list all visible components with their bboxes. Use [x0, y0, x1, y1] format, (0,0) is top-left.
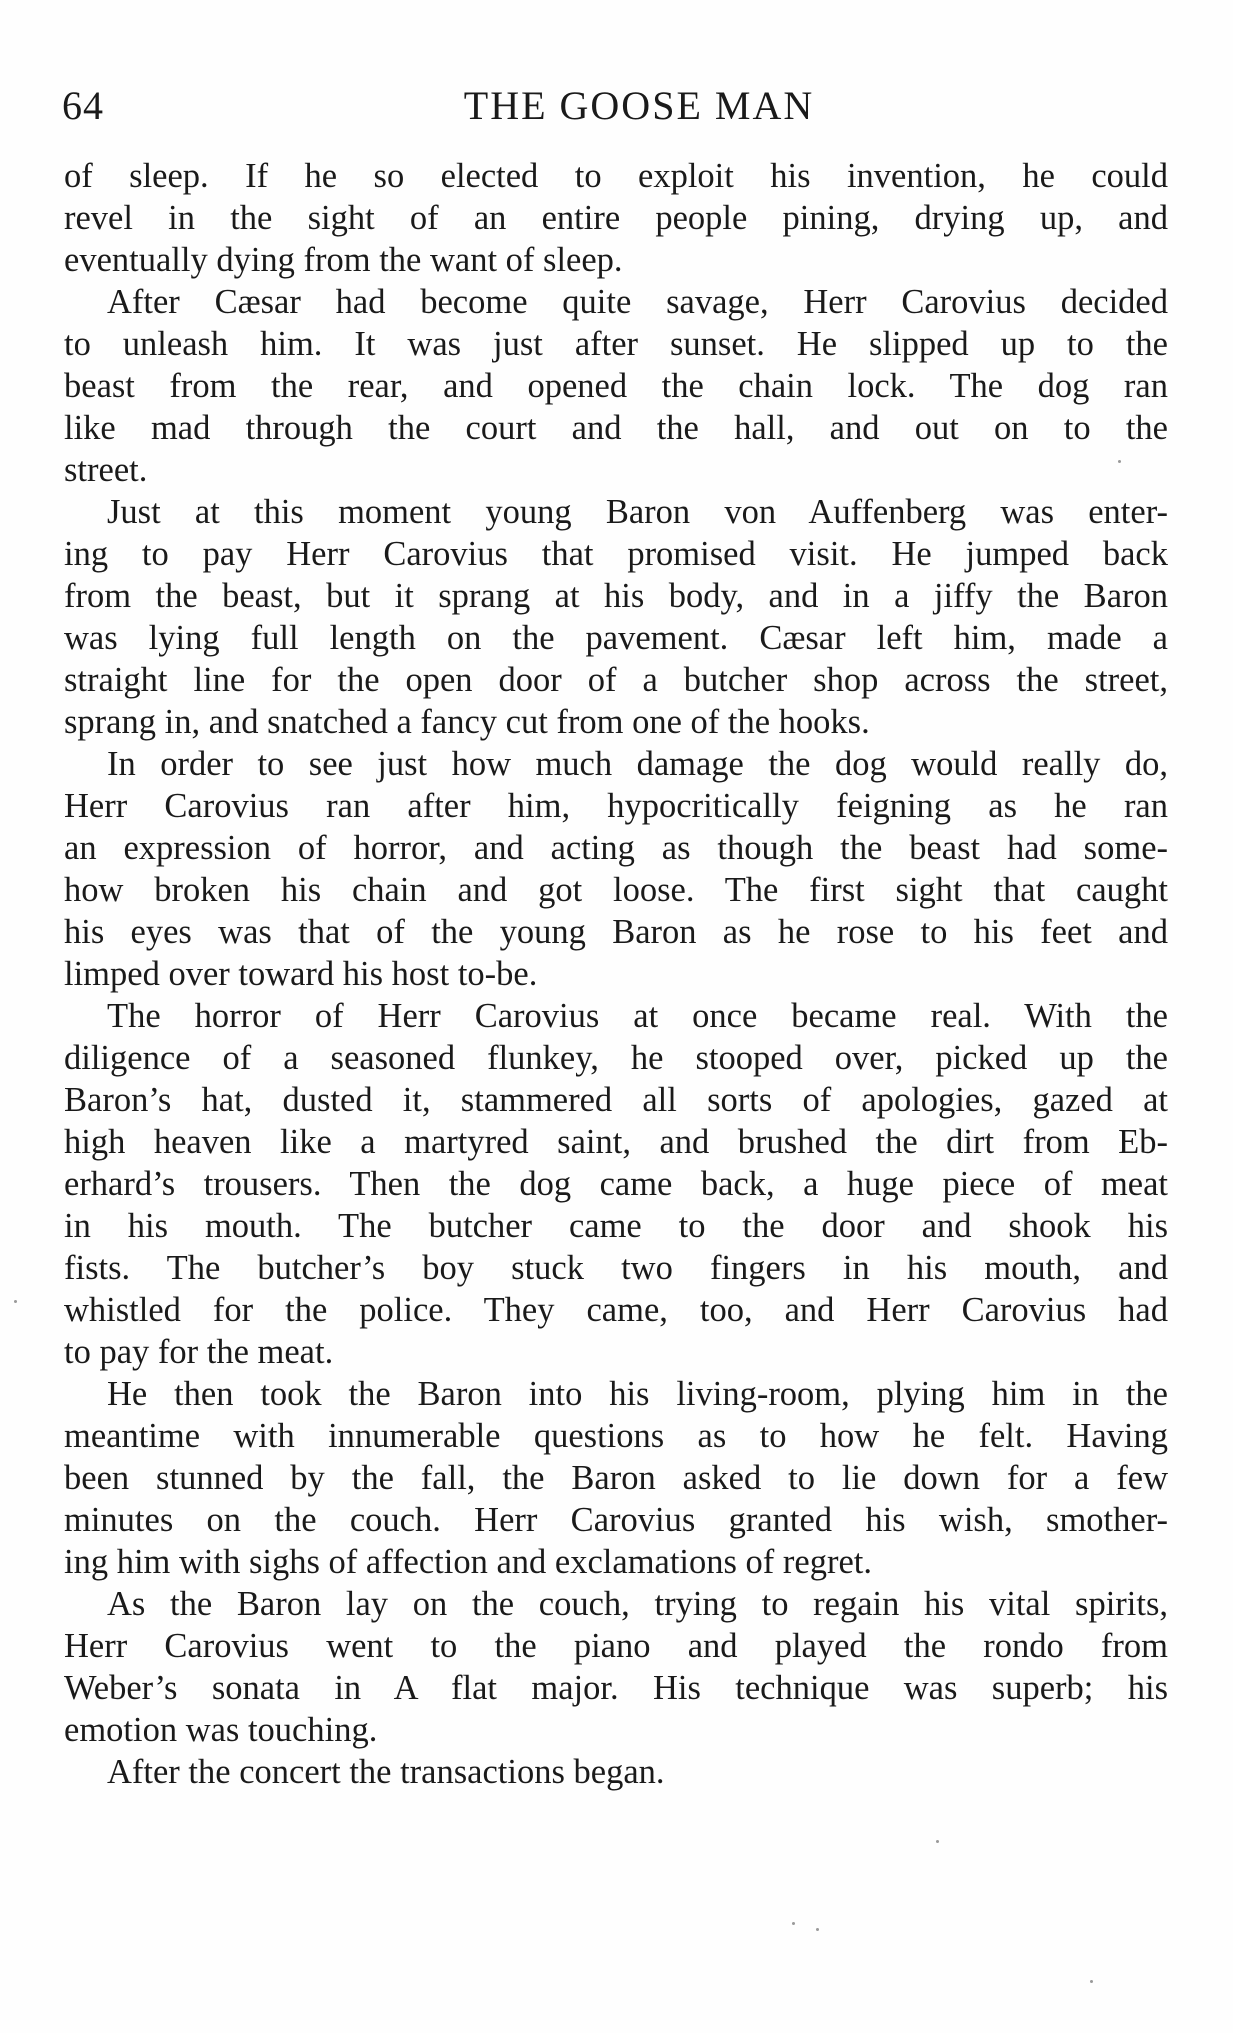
text-line: was lying full length on the pavement. Cæsar left him, made a: [64, 619, 1168, 657]
text-line: In order to see just how much damage the dog would really do,: [107, 745, 1168, 783]
text-line: ing to pay Herr Carovius that promised visit. He jumped back: [64, 535, 1168, 573]
text-line: Herr Carovius went to the piano and played the rondo from: [64, 1627, 1168, 1665]
text-line: street.: [64, 451, 148, 489]
paper-speck: [936, 1840, 939, 1843]
text-line: how broken his chain and got loose. The first sight that caught: [64, 871, 1168, 909]
text-line: diligence of a seasoned flunkey, he stooped over, picked up the: [64, 1039, 1168, 1077]
text-line: eventually dying from the want of sleep.: [64, 241, 623, 279]
text-line: meantime with innumerable questions as to how he felt. Having: [64, 1417, 1168, 1455]
text-line: fists. The butcher’s boy stuck two fingers in his mouth, and: [64, 1249, 1168, 1287]
text-line: of sleep. If he so elected to exploit his invention, he could: [64, 157, 1168, 195]
paper-speck: [816, 1928, 819, 1931]
paper-speck: [1118, 460, 1121, 463]
page-header: [62, 78, 1168, 134]
text-line: erhard’s trousers. Then the dog came back, a huge piece of meat: [64, 1165, 1168, 1203]
text-line: After the concert the transactions began.: [107, 1753, 665, 1791]
text-line: minutes on the couch. Herr Carovius granted his wish, smother-: [64, 1501, 1168, 1539]
text-line: his eyes was that of the young Baron as he rose to his feet and: [64, 913, 1168, 951]
text-line: beast from the rear, and opened the chain lock. The dog ran: [64, 367, 1168, 405]
text-line: Just at this moment young Baron von Auffenberg was enter-: [107, 493, 1168, 531]
paper-speck: [14, 1300, 17, 1303]
text-line: from the beast, but it sprang at his body, and in a jiffy the Baron: [64, 577, 1168, 615]
text-line: Weber’s sonata in A flat major. His technique was superb; his: [64, 1669, 1168, 1707]
text-line: As the Baron lay on the couch, trying to regain his vital spirits,: [107, 1585, 1168, 1623]
text-line: revel in the sight of an entire people pining, drying up, and: [64, 199, 1168, 237]
text-line: to pay for the meat.: [64, 1333, 334, 1371]
paper-speck: [1090, 1980, 1093, 1983]
text-line: been stunned by the fall, the Baron asked to lie down for a few: [64, 1459, 1168, 1497]
text-line: ing him with sighs of affection and exclamations of regret.: [64, 1543, 872, 1581]
paper-speck: [792, 1922, 795, 1925]
text-line: straight line for the open door of a butcher shop across the street,: [64, 661, 1168, 699]
text-line: After Cæsar had become quite savage, Herr Carovius decided: [107, 283, 1168, 321]
text-line: to unleash him. It was just after sunset. He slipped up to the: [64, 325, 1168, 363]
text-line: an expression of horror, and acting as though the beast had some-: [64, 829, 1168, 867]
text-line: high heaven like a martyred saint, and brushed the dirt from Eb-: [64, 1123, 1168, 1161]
page-number: 64: [62, 83, 104, 128]
text-line: Baron’s hat, dusted it, stammered all sorts of apologies, gazed at: [64, 1081, 1168, 1119]
text-line: The horror of Herr Carovius at once became real. With the: [107, 997, 1168, 1035]
text-line: limped over toward his host to-be.: [64, 955, 538, 993]
text-line: emotion was touching.: [64, 1711, 378, 1749]
text-line: whistled for the police. They came, too, and Herr Carovius had: [64, 1291, 1168, 1329]
text-line: like mad through the court and the hall, and out on to the: [64, 409, 1168, 447]
body-text: [64, 155, 1168, 1793]
text-line: He then took the Baron into his living-room, plying him in the: [107, 1375, 1168, 1413]
running-title: THE GOOSE MAN: [463, 83, 815, 128]
text-line: sprang in, and snatched a fancy cut from one of the hooks.: [64, 703, 870, 741]
text-line: in his mouth. The butcher came to the door and shook his: [64, 1207, 1168, 1245]
text-line: Herr Carovius ran after him, hypocritically feigning as he ran: [64, 787, 1168, 825]
